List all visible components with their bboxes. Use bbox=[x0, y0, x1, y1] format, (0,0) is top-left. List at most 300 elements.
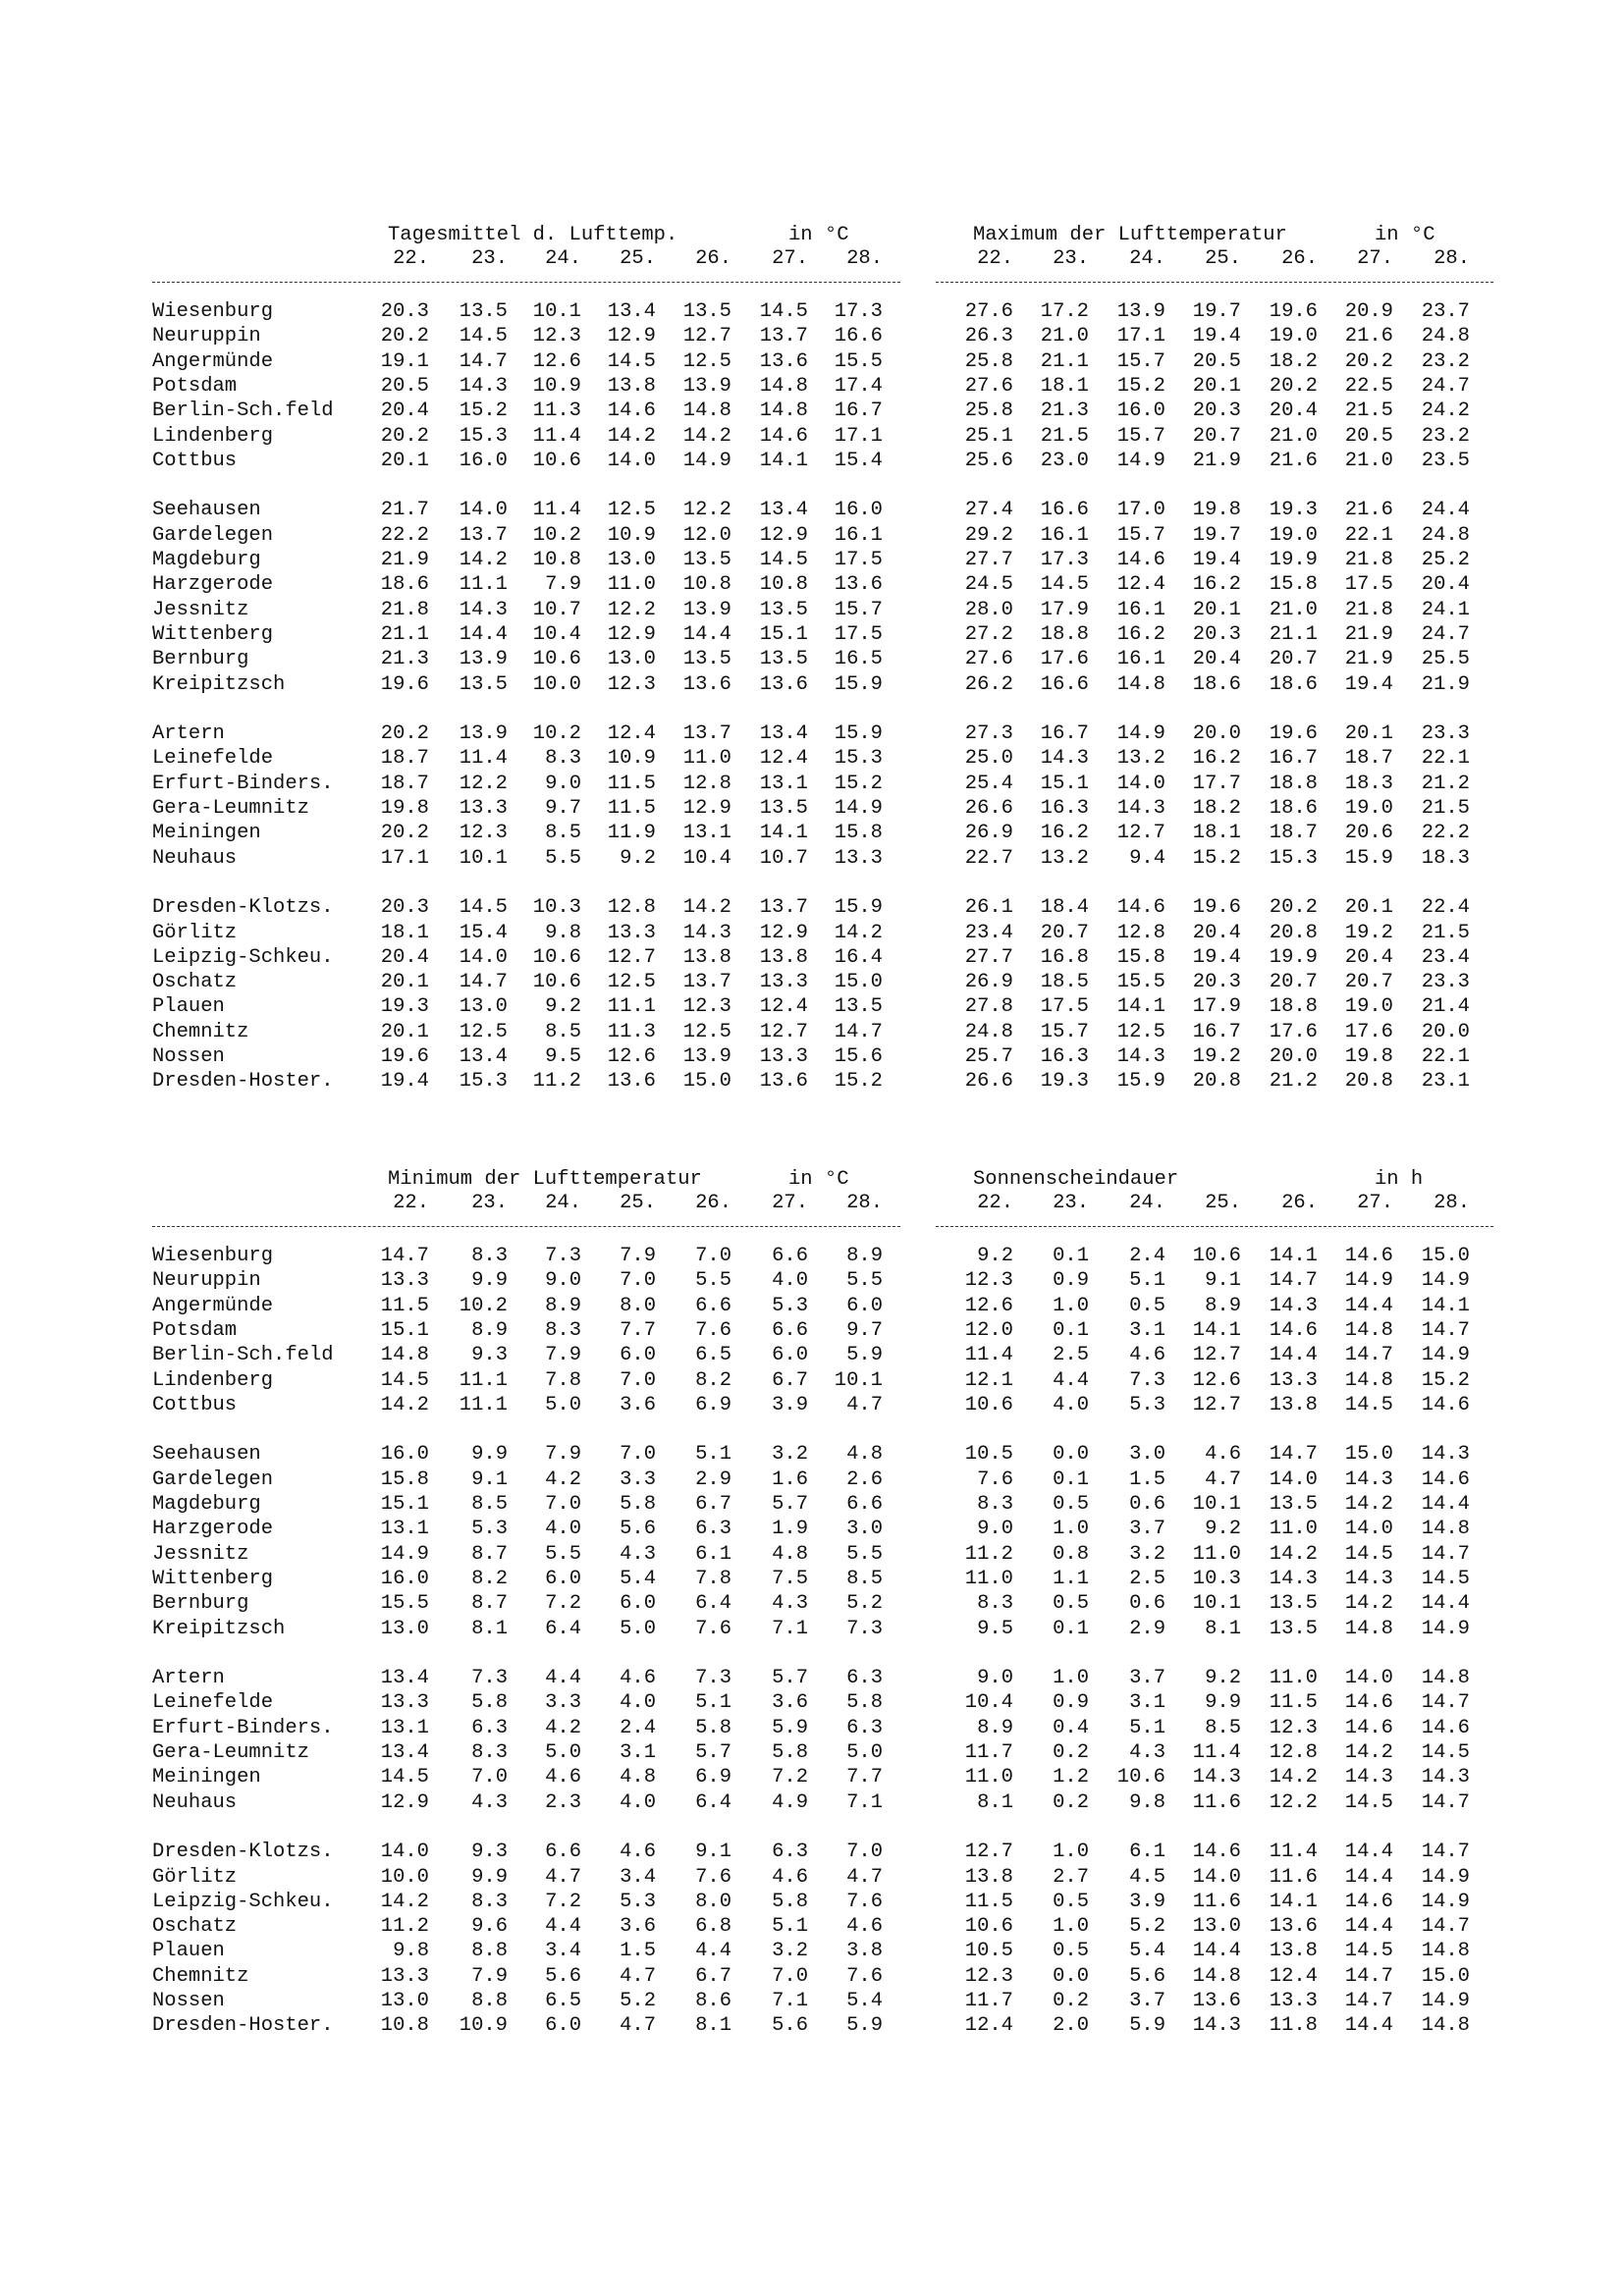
right-value-cell: 21.9 bbox=[1192, 449, 1241, 472]
right-value-cell: 11.5 bbox=[1269, 1691, 1318, 1715]
right-value-cell: 22.7 bbox=[964, 846, 1013, 870]
right-value-cell: 3.0 bbox=[1129, 1443, 1165, 1467]
right-value-cell: 14.2 bbox=[1344, 1741, 1393, 1764]
left-value-cell: 7.0 bbox=[846, 1841, 883, 1864]
left-value-cell: 7.0 bbox=[545, 1493, 581, 1516]
right-value-cell: 14.1 bbox=[1192, 1318, 1241, 1342]
left-value-cell: 14.2 bbox=[459, 549, 508, 571]
left-value-cell: 12.2 bbox=[607, 598, 656, 621]
right-value-cell: 4.7 bbox=[1205, 1468, 1241, 1491]
right-value-cell: 20.0 bbox=[1192, 722, 1241, 746]
right-value-cell: 14.9 bbox=[1116, 449, 1165, 472]
left-value-cell: 3.2 bbox=[772, 1443, 808, 1467]
station-row bbox=[152, 599, 1497, 622]
left-value-cell: 7.0 bbox=[772, 1964, 808, 1988]
left-value-cell: 14.0 bbox=[380, 1841, 429, 1864]
left-value-cell: 15.5 bbox=[834, 349, 883, 373]
right-value-cell: 0.5 bbox=[1053, 1493, 1089, 1516]
right-value-cell: 0.1 bbox=[1053, 1318, 1089, 1342]
left-value-cell: 8.0 bbox=[695, 1890, 731, 1913]
station-row bbox=[152, 1841, 1497, 1864]
left-value-cell: 14.8 bbox=[380, 1344, 429, 1367]
left-value-cell: 8.3 bbox=[545, 1318, 581, 1342]
right-value-cell: 14.8 bbox=[1344, 1368, 1393, 1392]
station-name: Potsdam bbox=[152, 1318, 238, 1342]
right-value-cell: 0.1 bbox=[1053, 1468, 1089, 1491]
left-value-cell: 13.0 bbox=[607, 549, 656, 571]
left-value-cell: 6.6 bbox=[545, 1841, 581, 1864]
right-value-cell: 0.2 bbox=[1053, 1741, 1089, 1764]
station-name: Wittenberg bbox=[152, 622, 274, 646]
right-value-cell: 21.2 bbox=[1421, 772, 1470, 795]
left-value-cell: 17.1 bbox=[834, 424, 883, 448]
left-value-cell: 12.4 bbox=[759, 995, 808, 1019]
station-name: Harzgerode bbox=[152, 1518, 274, 1541]
right-value-cell: 14.3 bbox=[1116, 797, 1165, 820]
right-value-cell: 14.4 bbox=[1344, 1841, 1393, 1864]
right-value-cell: 14.6 bbox=[1192, 1841, 1241, 1864]
left-value-cell: 20.3 bbox=[380, 300, 429, 323]
right-value-cell: 20.9 bbox=[1344, 300, 1393, 323]
right-value-cell: 16.7 bbox=[1269, 747, 1318, 771]
right-value-cell: 17.9 bbox=[1040, 598, 1089, 621]
station-row bbox=[152, 1070, 1497, 1094]
left-value-cell: 12.7 bbox=[607, 945, 656, 969]
left-value-cell: 9.7 bbox=[545, 797, 581, 820]
left-value-cell: 11.2 bbox=[380, 1915, 429, 1939]
left-value-cell: 10.1 bbox=[834, 1368, 883, 1392]
left-value-cell: 14.3 bbox=[682, 921, 731, 944]
left-value-cell: 4.8 bbox=[772, 1542, 808, 1566]
station-name: Bernburg bbox=[152, 1592, 249, 1616]
left-value-cell: 8.8 bbox=[471, 1940, 508, 1963]
left-value-cell: 11.4 bbox=[459, 747, 508, 771]
right-value-cell: 15.3 bbox=[1269, 846, 1318, 870]
right-value-cell: 26.2 bbox=[964, 672, 1013, 696]
right-value-cell: 14.9 bbox=[1421, 1990, 1470, 2012]
right-value-cell: 0.1 bbox=[1053, 1245, 1089, 1267]
right-value-cell: 14.5 bbox=[1344, 1542, 1393, 1566]
header-separator-right bbox=[936, 282, 1493, 283]
left-value-cell: 13.9 bbox=[459, 648, 508, 671]
right-value-cell: 13.6 bbox=[1269, 1915, 1318, 1939]
right-value-cell: 3.9 bbox=[1129, 1890, 1165, 1913]
left-value-cell: 7.3 bbox=[471, 1667, 508, 1690]
left-value-cell: 10.2 bbox=[459, 1294, 508, 1317]
left-value-cell: 5.7 bbox=[772, 1493, 808, 1516]
left-value-cell: 13.4 bbox=[380, 1667, 429, 1690]
station-row bbox=[152, 1717, 1497, 1740]
left-value-cell: 5.5 bbox=[545, 1542, 581, 1566]
left-value-cell: 13.0 bbox=[380, 1617, 429, 1640]
left-value-cell: 13.6 bbox=[834, 573, 883, 597]
station-name: Artern bbox=[152, 722, 225, 746]
left-value-cell: 5.9 bbox=[772, 1716, 808, 1739]
right-value-cell: 10.6 bbox=[964, 1393, 1013, 1416]
left-value-cell: 7.9 bbox=[545, 1443, 581, 1467]
left-value-cell: 9.6 bbox=[471, 1915, 508, 1939]
day-header-cell: 25. bbox=[620, 247, 656, 270]
right-value-cell: 20.4 bbox=[1421, 573, 1470, 597]
left-value-cell: 14.6 bbox=[759, 424, 808, 448]
day-header-cell: 28. bbox=[846, 247, 883, 270]
right-value-cell: 13.8 bbox=[964, 1865, 1013, 1889]
right-value-cell: 12.1 bbox=[964, 1368, 1013, 1392]
left-value-cell: 11.3 bbox=[607, 1020, 656, 1043]
right-value-cell: 14.7 bbox=[1344, 1344, 1393, 1367]
right-value-cell: 12.2 bbox=[1269, 1790, 1318, 1814]
day-header-cell: 25. bbox=[620, 1192, 656, 1214]
right-value-cell: 25.2 bbox=[1421, 549, 1470, 571]
right-value-cell: 18.2 bbox=[1192, 797, 1241, 820]
left-value-cell: 5.0 bbox=[620, 1617, 656, 1640]
station-name: Cottbus bbox=[152, 449, 238, 472]
right-value-cell: 13.2 bbox=[1116, 747, 1165, 771]
left-value-cell: 6.4 bbox=[695, 1592, 731, 1616]
left-value-cell: 10.0 bbox=[532, 672, 581, 696]
left-value-cell: 13.3 bbox=[380, 1964, 429, 1988]
left-value-cell: 10.8 bbox=[380, 2014, 429, 2038]
station-name: Erfurt-Binders. bbox=[152, 772, 334, 795]
right-value-cell: 21.1 bbox=[1040, 349, 1089, 373]
right-value-cell: 1.5 bbox=[1129, 1468, 1165, 1491]
right-value-cell: 23.1 bbox=[1421, 1070, 1470, 1094]
right-value-cell: 13.3 bbox=[1269, 1368, 1318, 1392]
left-value-cell: 7.8 bbox=[695, 1567, 731, 1590]
left-value-cell: 21.9 bbox=[380, 549, 429, 571]
right-value-cell: 14.2 bbox=[1344, 1592, 1393, 1616]
left-value-cell: 3.4 bbox=[545, 1940, 581, 1963]
right-value-cell: 21.8 bbox=[1344, 598, 1393, 621]
right-value-cell: 20.7 bbox=[1344, 971, 1393, 994]
station-name: Neuhaus bbox=[152, 1790, 238, 1814]
day-header-cell: 24. bbox=[545, 247, 581, 270]
station-row bbox=[152, 375, 1497, 399]
right-value-cell: 14.0 bbox=[1344, 1667, 1393, 1690]
right-value-cell: 20.4 bbox=[1192, 648, 1241, 671]
right-value-cell: 9.2 bbox=[977, 1245, 1013, 1267]
right-value-cell: 21.0 bbox=[1040, 325, 1089, 348]
right-value-cell: 15.0 bbox=[1421, 1245, 1470, 1267]
right-value-cell: 14.4 bbox=[1421, 1592, 1470, 1616]
left-value-cell: 15.2 bbox=[459, 400, 508, 423]
left-value-cell: 10.3 bbox=[532, 896, 581, 920]
left-value-cell: 14.0 bbox=[607, 449, 656, 472]
left-value-cell: 10.8 bbox=[682, 573, 731, 597]
right-value-cell: 10.5 bbox=[964, 1443, 1013, 1467]
left-value-cell: 15.0 bbox=[834, 971, 883, 994]
left-value-cell: 20.3 bbox=[380, 896, 429, 920]
left-value-cell: 14.5 bbox=[380, 1368, 429, 1392]
left-value-cell: 5.2 bbox=[620, 1990, 656, 2012]
left-value-cell: 5.0 bbox=[545, 1393, 581, 1416]
right-value-cell: 10.6 bbox=[1116, 1766, 1165, 1789]
right-value-cell: 27.6 bbox=[964, 648, 1013, 671]
station-name: Oschatz bbox=[152, 971, 238, 994]
right-value-cell: 20.8 bbox=[1344, 1070, 1393, 1094]
left-value-cell: 13.1 bbox=[380, 1716, 429, 1739]
right-value-cell: 14.0 bbox=[1269, 1468, 1318, 1491]
right-value-cell: 4.6 bbox=[1129, 1344, 1165, 1367]
left-value-cell: 13.5 bbox=[682, 648, 731, 671]
right-value-cell: 20.4 bbox=[1269, 400, 1318, 423]
right-value-cell: 11.4 bbox=[1192, 1741, 1241, 1764]
station-row bbox=[152, 971, 1497, 994]
left-value-cell: 10.2 bbox=[532, 523, 581, 547]
right-value-cell: 27.6 bbox=[964, 300, 1013, 323]
right-value-cell: 14.0 bbox=[1192, 1865, 1241, 1889]
station-row bbox=[152, 673, 1497, 697]
right-value-cell: 16.1 bbox=[1116, 648, 1165, 671]
station-row bbox=[152, 822, 1497, 845]
right-value-cell: 24.8 bbox=[1421, 325, 1470, 348]
left-value-cell: 16.5 bbox=[834, 648, 883, 671]
station-name: Görlitz bbox=[152, 921, 238, 944]
left-value-cell: 14.2 bbox=[682, 896, 731, 920]
left-value-cell: 15.3 bbox=[459, 1070, 508, 1094]
right-value-cell: 16.7 bbox=[1040, 722, 1089, 746]
left-value-cell: 4.3 bbox=[471, 1790, 508, 1814]
station-row bbox=[152, 648, 1497, 671]
station-row bbox=[152, 896, 1497, 920]
left-value-cell: 13.9 bbox=[459, 722, 508, 746]
left-value-cell: 20.1 bbox=[380, 971, 429, 994]
left-value-cell: 15.4 bbox=[459, 921, 508, 944]
right-value-cell: 14.7 bbox=[1344, 1964, 1393, 1988]
right-value-cell: 6.1 bbox=[1129, 1841, 1165, 1864]
left-value-cell: 8.5 bbox=[545, 822, 581, 845]
right-value-cell: 5.4 bbox=[1129, 1940, 1165, 1963]
right-value-cell: 14.0 bbox=[1116, 772, 1165, 795]
left-value-cell: 7.3 bbox=[695, 1667, 731, 1690]
right-value-cell: 18.5 bbox=[1040, 971, 1089, 994]
left-value-cell: 14.5 bbox=[459, 325, 508, 348]
right-value-cell: 19.0 bbox=[1344, 797, 1393, 820]
right-value-cell: 17.5 bbox=[1040, 995, 1089, 1019]
right-value-cell: 14.7 bbox=[1421, 1691, 1470, 1715]
right-value-cell: 14.3 bbox=[1192, 2014, 1241, 2038]
right-value-cell: 2.4 bbox=[1129, 1245, 1165, 1267]
right-value-cell: 12.5 bbox=[1116, 1020, 1165, 1043]
right-value-cell: 22.5 bbox=[1344, 374, 1393, 398]
left-value-cell: 12.9 bbox=[759, 523, 808, 547]
left-value-cell: 13.4 bbox=[459, 1045, 508, 1068]
left-value-cell: 6.9 bbox=[695, 1393, 731, 1416]
right-value-cell: 12.4 bbox=[1269, 1964, 1318, 1988]
day-header-cell: 28. bbox=[1434, 247, 1470, 270]
left-value-cell: 8.6 bbox=[695, 1990, 731, 2012]
left-value-cell: 12.3 bbox=[532, 325, 581, 348]
left-value-cell: 4.6 bbox=[620, 1667, 656, 1690]
left-value-cell: 5.3 bbox=[620, 1890, 656, 1913]
right-value-cell: 2.0 bbox=[1053, 2014, 1089, 2038]
day-header-cell: 24. bbox=[545, 1192, 581, 1214]
left-value-cell: 18.6 bbox=[380, 573, 429, 597]
left-value-cell: 12.7 bbox=[759, 1020, 808, 1043]
left-value-cell: 7.0 bbox=[620, 1368, 656, 1392]
left-value-cell: 5.6 bbox=[545, 1964, 581, 1988]
right-value-cell: 15.1 bbox=[1040, 772, 1089, 795]
left-value-cell: 12.9 bbox=[759, 921, 808, 944]
right-value-cell: 19.6 bbox=[1269, 300, 1318, 323]
right-value-cell: 14.4 bbox=[1344, 2014, 1393, 2038]
right-value-cell: 1.0 bbox=[1053, 1667, 1089, 1690]
left-value-cell: 12.5 bbox=[459, 1020, 508, 1043]
right-value-cell: 22.4 bbox=[1421, 896, 1470, 920]
right-value-cell: 18.1 bbox=[1040, 374, 1089, 398]
left-value-cell: 13.3 bbox=[380, 1269, 429, 1293]
right-value-cell: 0.9 bbox=[1053, 1691, 1089, 1715]
left-value-cell: 7.2 bbox=[545, 1592, 581, 1616]
right-value-cell: 0.1 bbox=[1053, 1617, 1089, 1640]
station-name: Dresden-Klotzs. bbox=[152, 1841, 334, 1864]
left-value-cell: 16.1 bbox=[834, 523, 883, 547]
station-name: Artern bbox=[152, 1667, 225, 1690]
right-value-cell: 14.6 bbox=[1344, 1890, 1393, 1913]
right-value-cell: 14.9 bbox=[1421, 1617, 1470, 1640]
left-value-cell: 14.7 bbox=[459, 349, 508, 373]
right-value-cell: 18.8 bbox=[1269, 995, 1318, 1019]
right-value-cell: 20.8 bbox=[1192, 1070, 1241, 1094]
right-value-cell: 0.9 bbox=[1053, 1269, 1089, 1293]
right-value-cell: 12.4 bbox=[964, 2014, 1013, 2038]
station-row bbox=[152, 1965, 1497, 1989]
right-value-cell: 14.9 bbox=[1421, 1344, 1470, 1367]
right-value-cell: 21.9 bbox=[1421, 672, 1470, 696]
left-value-cell: 13.3 bbox=[759, 1045, 808, 1068]
right-value-cell: 14.6 bbox=[1116, 896, 1165, 920]
right-value-cell: 0.5 bbox=[1053, 1940, 1089, 1963]
left-value-cell: 7.2 bbox=[545, 1890, 581, 1913]
left-value-cell: 13.3 bbox=[759, 971, 808, 994]
left-value-cell: 11.1 bbox=[607, 995, 656, 1019]
right-value-cell: 21.6 bbox=[1269, 449, 1318, 472]
left-value-cell: 4.0 bbox=[772, 1269, 808, 1293]
right-value-cell: 10.6 bbox=[964, 1915, 1013, 1939]
right-value-cell: 20.2 bbox=[1344, 349, 1393, 373]
right-value-cell: 18.7 bbox=[1344, 747, 1393, 771]
station-row bbox=[152, 1915, 1497, 1939]
right-value-cell: 16.0 bbox=[1116, 400, 1165, 423]
right-value-cell: 15.7 bbox=[1116, 424, 1165, 448]
right-value-cell: 14.7 bbox=[1421, 1915, 1470, 1939]
left-value-cell: 15.9 bbox=[834, 672, 883, 696]
left-value-cell: 13.5 bbox=[682, 300, 731, 323]
day-header-cell: 25. bbox=[1205, 247, 1241, 270]
left-value-cell: 10.0 bbox=[380, 1865, 429, 1889]
left-table-unit: in °C bbox=[788, 224, 849, 246]
station-name: Neuhaus bbox=[152, 846, 238, 870]
left-value-cell: 10.8 bbox=[759, 573, 808, 597]
right-value-cell: 0.2 bbox=[1053, 1790, 1089, 1814]
left-value-cell: 13.5 bbox=[459, 300, 508, 323]
right-value-cell: 15.8 bbox=[1269, 573, 1318, 597]
left-value-cell: 7.9 bbox=[545, 1344, 581, 1367]
left-value-cell: 13.6 bbox=[607, 1070, 656, 1094]
right-value-cell: 19.6 bbox=[1269, 722, 1318, 746]
right-value-cell: 24.7 bbox=[1421, 374, 1470, 398]
left-value-cell: 12.4 bbox=[759, 747, 808, 771]
left-value-cell: 5.8 bbox=[846, 1691, 883, 1715]
left-value-cell: 2.9 bbox=[695, 1468, 731, 1491]
station-row bbox=[152, 773, 1497, 796]
left-value-cell: 5.6 bbox=[772, 2014, 808, 2038]
left-value-cell: 13.5 bbox=[759, 648, 808, 671]
right-value-cell: 24.2 bbox=[1421, 400, 1470, 423]
left-value-cell: 21.3 bbox=[380, 648, 429, 671]
right-value-cell: 22.2 bbox=[1421, 822, 1470, 845]
left-value-cell: 15.6 bbox=[834, 1045, 883, 1068]
left-value-cell: 5.8 bbox=[772, 1741, 808, 1764]
station-row bbox=[152, 300, 1497, 324]
left-value-cell: 7.6 bbox=[695, 1865, 731, 1889]
right-value-cell: 14.7 bbox=[1344, 1990, 1393, 2012]
right-value-cell: 14.6 bbox=[1421, 1468, 1470, 1491]
right-value-cell: 11.0 bbox=[964, 1766, 1013, 1789]
right-value-cell: 20.1 bbox=[1344, 896, 1393, 920]
right-value-cell: 2.5 bbox=[1129, 1567, 1165, 1590]
right-value-cell: 17.6 bbox=[1344, 1020, 1393, 1043]
station-row bbox=[152, 1295, 1497, 1318]
station-name: Erfurt-Binders. bbox=[152, 1716, 334, 1739]
left-value-cell: 5.5 bbox=[846, 1542, 883, 1566]
right-value-cell: 14.9 bbox=[1421, 1269, 1470, 1293]
left-value-cell: 10.9 bbox=[607, 523, 656, 547]
left-value-cell: 16.0 bbox=[834, 499, 883, 522]
right-value-cell: 15.2 bbox=[1192, 846, 1241, 870]
left-value-cell: 14.5 bbox=[607, 349, 656, 373]
left-value-cell: 10.4 bbox=[682, 846, 731, 870]
left-value-cell: 12.3 bbox=[607, 672, 656, 696]
left-value-cell: 12.5 bbox=[607, 499, 656, 522]
left-value-cell: 2.4 bbox=[620, 1716, 656, 1739]
right-value-cell: 21.5 bbox=[1421, 797, 1470, 820]
right-value-cell: 16.6 bbox=[1040, 499, 1089, 522]
left-value-cell: 13.5 bbox=[682, 549, 731, 571]
station-row bbox=[152, 1518, 1497, 1541]
left-value-cell: 15.9 bbox=[834, 896, 883, 920]
left-value-cell: 11.9 bbox=[607, 822, 656, 845]
station-row bbox=[152, 450, 1497, 473]
station-name: Lindenberg bbox=[152, 1368, 274, 1392]
right-value-cell: 15.2 bbox=[1116, 374, 1165, 398]
right-value-cell: 16.2 bbox=[1192, 747, 1241, 771]
day-header-cell: 22. bbox=[977, 247, 1013, 270]
left-value-cell: 8.7 bbox=[471, 1592, 508, 1616]
right-value-cell: 10.6 bbox=[1192, 1245, 1241, 1267]
station-row bbox=[152, 1443, 1497, 1467]
right-value-cell: 12.7 bbox=[1116, 822, 1165, 845]
right-value-cell: 18.6 bbox=[1269, 672, 1318, 696]
left-value-cell: 11.0 bbox=[682, 747, 731, 771]
right-value-cell: 26.3 bbox=[964, 325, 1013, 348]
station-row bbox=[152, 1866, 1497, 1890]
left-value-cell: 10.1 bbox=[459, 846, 508, 870]
right-value-cell: 14.3 bbox=[1421, 1443, 1470, 1467]
day-header-cell: 22. bbox=[977, 1192, 1013, 1214]
station-name: Leipzig-Schkeu. bbox=[152, 1890, 334, 1913]
left-value-cell: 13.6 bbox=[759, 1070, 808, 1094]
left-value-cell: 12.6 bbox=[532, 349, 581, 373]
station-name: Gardelegen bbox=[152, 1468, 274, 1491]
right-value-cell: 21.9 bbox=[1344, 648, 1393, 671]
day-header-cell: 26. bbox=[1281, 247, 1318, 270]
right-value-cell: 27.2 bbox=[964, 622, 1013, 646]
left-value-cell: 22.2 bbox=[380, 523, 429, 547]
right-value-cell: 9.0 bbox=[977, 1518, 1013, 1541]
left-value-cell: 4.7 bbox=[620, 1964, 656, 1988]
right-value-cell: 20.5 bbox=[1344, 424, 1393, 448]
